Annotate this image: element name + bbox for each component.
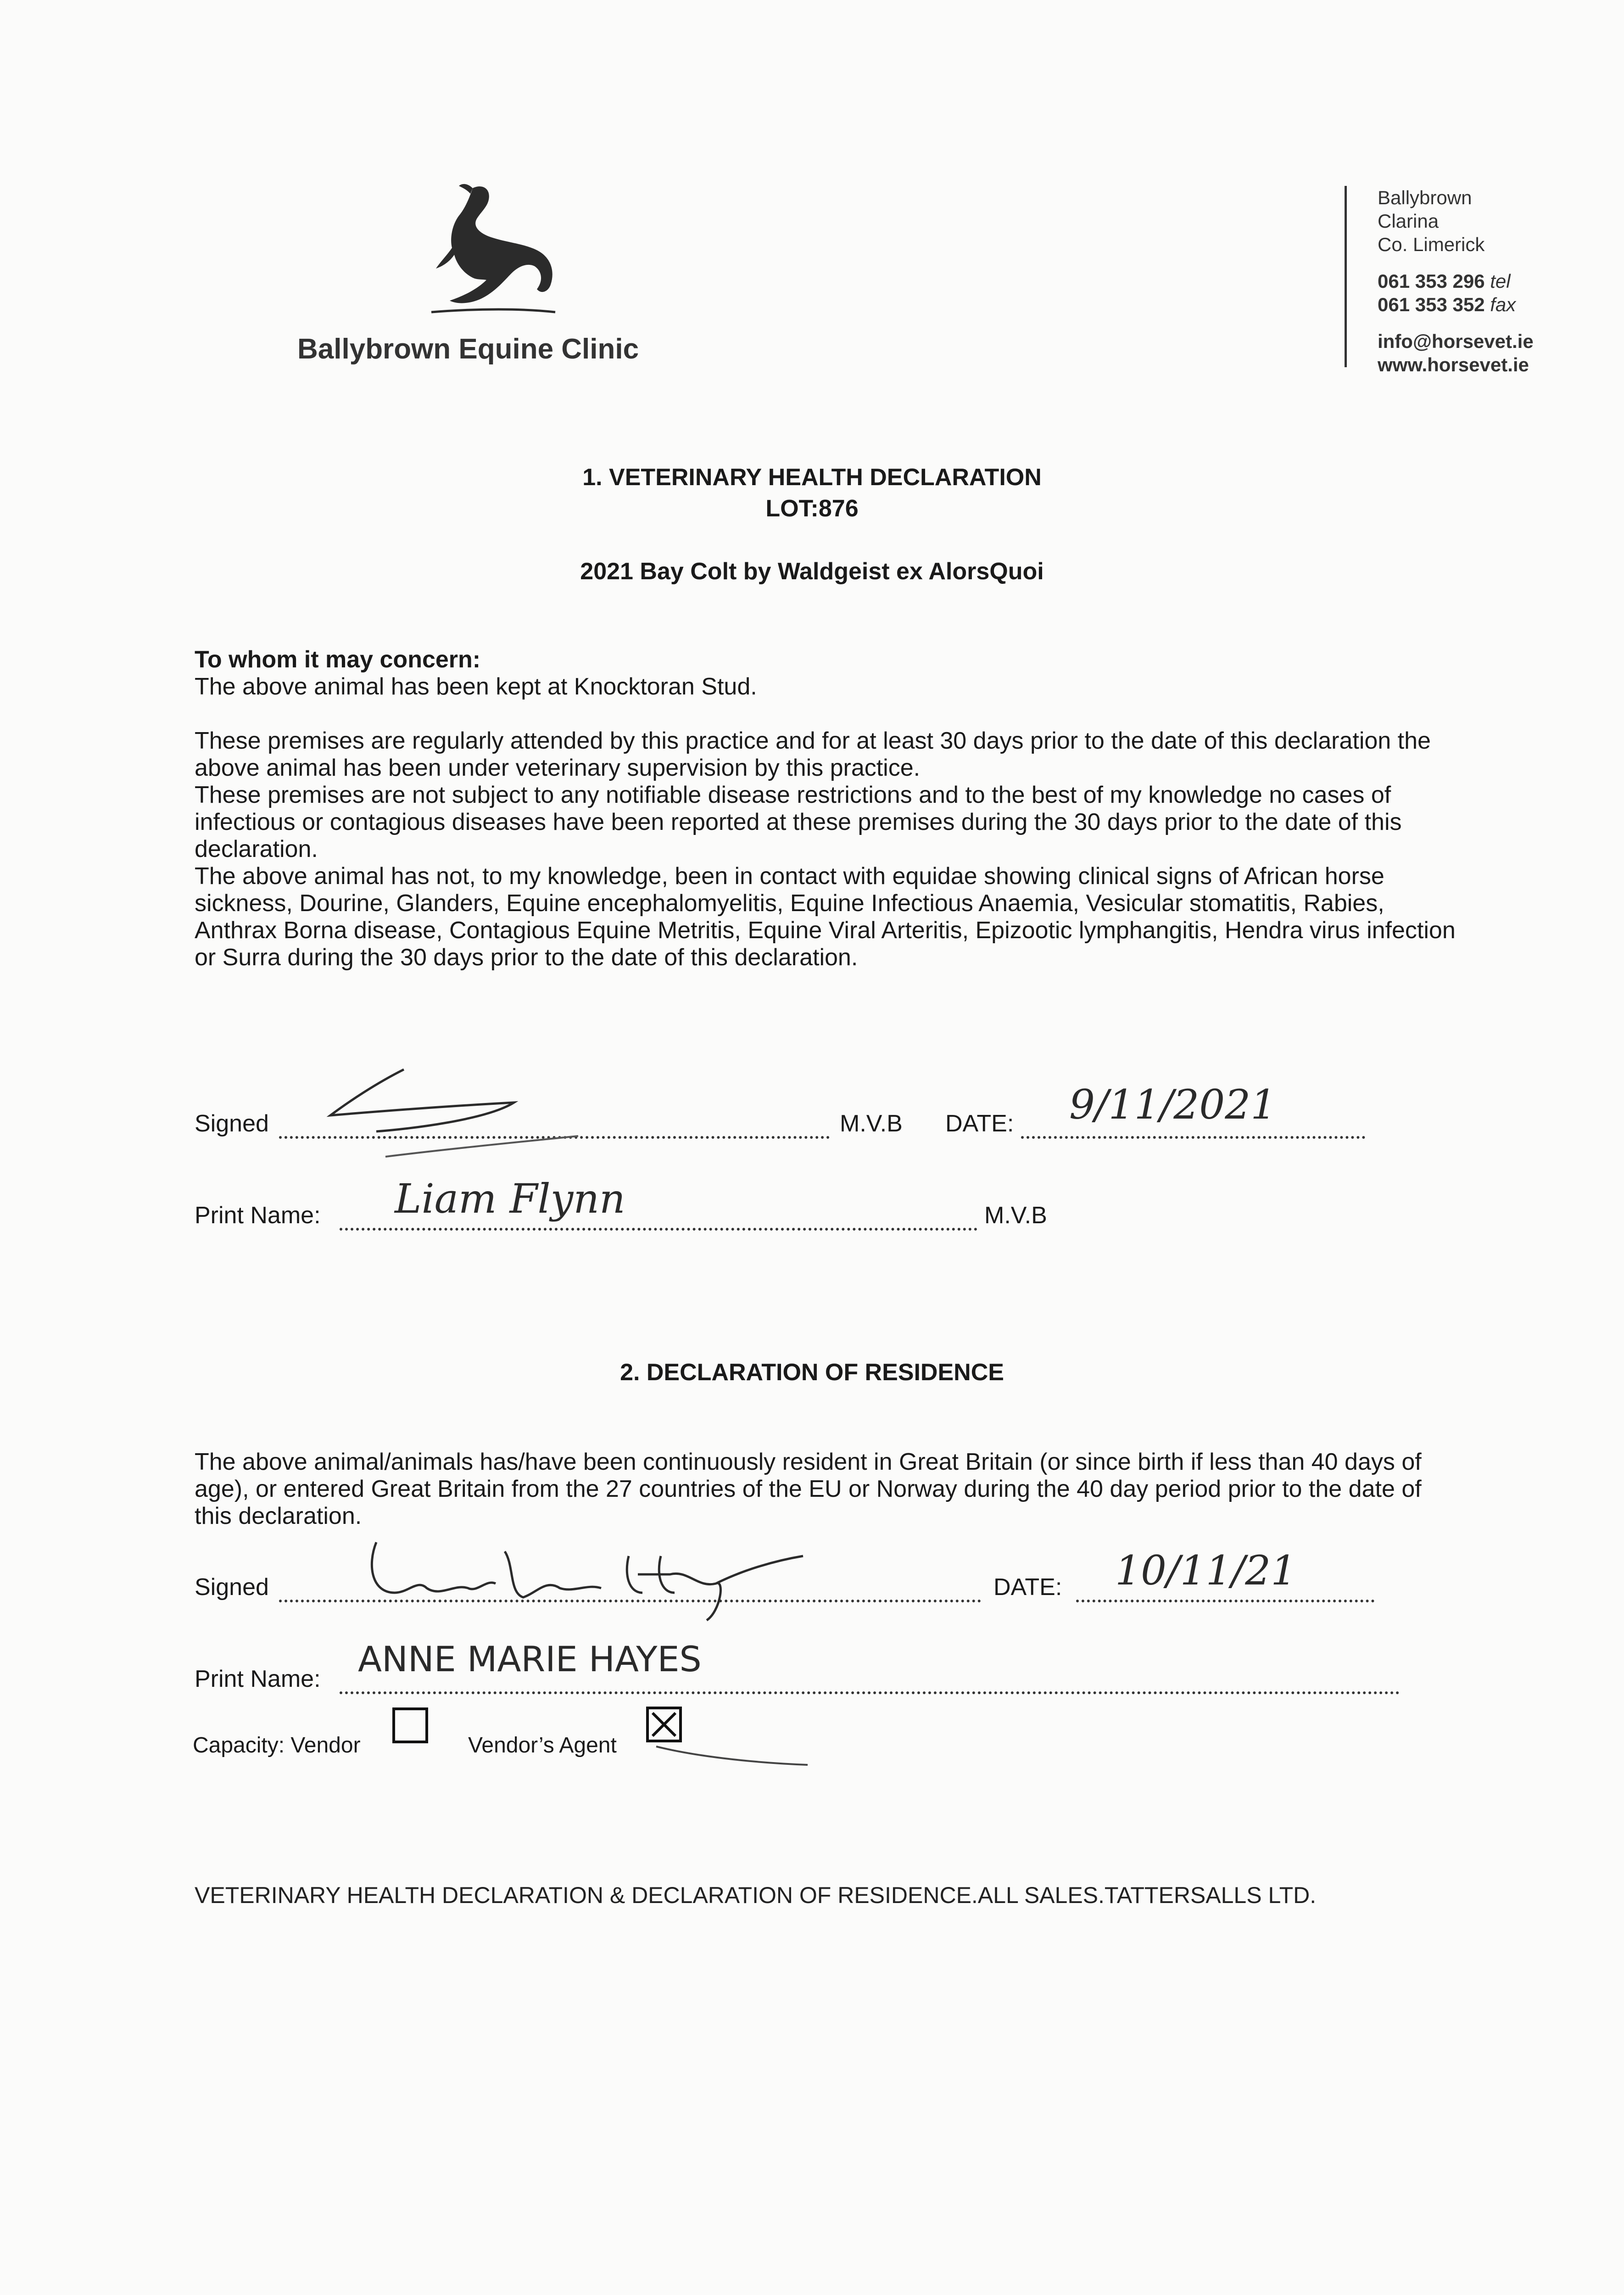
kept-at-text: The above animal has been kept at Knocktoran Stud. (195, 673, 757, 700)
checkbox-underline-stroke (647, 1742, 812, 1769)
address-line-3: Co. Limerick (1378, 234, 1485, 255)
agent-signature-scrawl (340, 1524, 808, 1629)
fax-label: fax (1490, 294, 1516, 315)
section2-title: 2. DECLARATION OF RESIDENCE (620, 1359, 1004, 1386)
agent-date-value: 10/11/21 (1115, 1547, 1297, 1594)
section1-body (195, 646, 1461, 971)
agent-date-field[interactable] (1076, 1600, 1374, 1602)
vet-mvb-label: M.V.B (840, 1110, 903, 1137)
vendors-agent-label: Vendor’s Agent (468, 1733, 617, 1758)
header-divider (1345, 186, 1347, 367)
residence-paragraph: The above animal/animals has/have been continuously resident in Great Britain (or since birth if less than 40 days of age), or entered Great Britain from the 27 countries of the EU or Norway during the 40 day period prior to the date of this declaration. (195, 1449, 1422, 1529)
paragraph-diseases: The above animal has not, to my knowledge, been in contact with equidae showing clinical signs of African horse sickness, Dourine, Glanders, Equine encephalomyelitis, Equine Infectious Anaemia, Vesicular stomatitis, Rabies, Anthrax Borna disease, Contagious Equine Metritis, Equine Viral Arteritis, Epizootic lymphangitis, Hendra virus infection or Surra during the 30 days prior to the date of this declaration. (195, 863, 1456, 971)
vet-date-value: 9/11/2021 (1069, 1081, 1277, 1128)
agent-print-name-field[interactable] (340, 1691, 1400, 1694)
agent-print-name-label: Print Name: (195, 1666, 321, 1692)
agent-signed-label: Signed (195, 1574, 269, 1601)
tel-number: 061 353 296 (1378, 270, 1485, 292)
vendors-agent-checkbox[interactable] (646, 1707, 682, 1742)
lot-number: LOT:876 (765, 495, 859, 522)
contact-block (1378, 186, 1534, 376)
agent-date-label: DATE: (993, 1574, 1062, 1601)
vet-date-field[interactable] (1021, 1136, 1365, 1139)
footer-text: VETERINARY HEALTH DECLARATION & DECLARATION OF RESIDENCE.ALL SALES.TATTERSALLS LTD. (195, 1882, 1317, 1908)
paragraph-supervision: These premises are regularly attended by this practice and for at least 30 days prior to the date of this declaration the above animal has been under veterinary supervision by this practice. (195, 728, 1431, 781)
animal-description: 2021 Bay Colt by Waldgeist ex AlorsQuoi (580, 558, 1044, 585)
section2-body (195, 1449, 1461, 1530)
address-line-1: Ballybrown (1378, 187, 1472, 208)
vet-print-name-label: Print Name: (195, 1202, 321, 1229)
website: www.horsevet.ie (1378, 354, 1529, 375)
vet-signature-scrawl (294, 1051, 707, 1180)
vendor-checkbox[interactable] (392, 1707, 428, 1743)
vet-signed-label: Signed (195, 1110, 269, 1137)
salutation: To whom it may concern: (195, 646, 481, 673)
vet-print-name-field[interactable] (340, 1228, 977, 1231)
horse-logo-icon (404, 174, 583, 326)
clinic-name: Ballybrown Equine Clinic (297, 333, 639, 365)
vet-print-name-value: Liam Flynn (395, 1175, 625, 1222)
email: info@horsevet.ie (1378, 330, 1534, 352)
fax-number: 061 353 352 (1378, 294, 1485, 315)
tel-line (1378, 269, 1534, 293)
tel-label: tel (1490, 270, 1511, 292)
section1-title: 1. VETERINARY HEALTH DECLARATION (582, 464, 1042, 491)
vet-print-mvb-label: M.V.B (984, 1202, 1047, 1229)
paragraph-restrictions: These premises are not subject to any notifiable disease restrictions and to the best of my knowledge no cases of infectious or contagious diseases have been reported at these premises during the 30 days prior to the date of this declaration. (195, 782, 1402, 862)
address-line-2: Clarina (1378, 210, 1439, 232)
check-x-icon (649, 1709, 679, 1740)
agent-print-name-value: ANNE MARIE HAYES (358, 1639, 702, 1679)
capacity-vendor-label: Capacity: Vendor (193, 1733, 361, 1758)
vet-date-label: DATE: (945, 1110, 1014, 1137)
fax-line (1378, 293, 1534, 316)
